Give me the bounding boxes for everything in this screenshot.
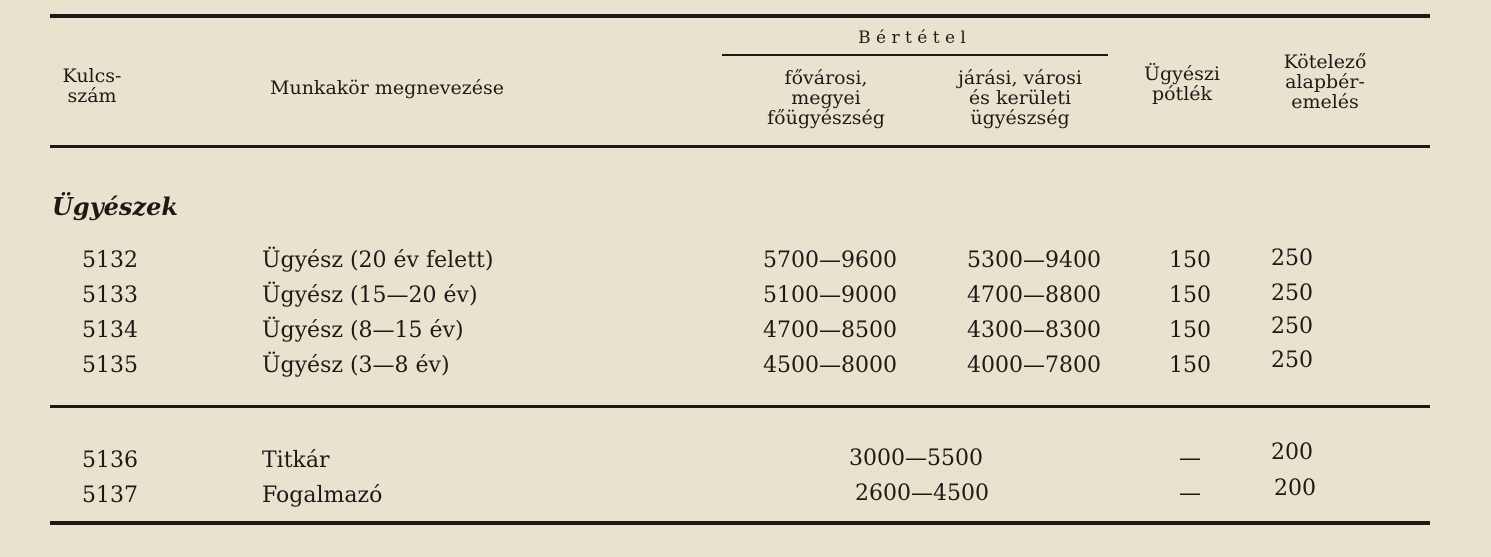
top-rule (50, 14, 1430, 18)
header-position-name: Munkakör megnevezése (270, 77, 504, 99)
header-mandatory-raise: Kötelező alapbér- emelés (1283, 51, 1367, 113)
row-district: 5300—9400 (967, 248, 1101, 273)
row-key: 5134 (82, 318, 138, 343)
row-raise: 250 (1271, 314, 1313, 339)
row-district: 4300—8300 (967, 318, 1101, 343)
row-allowance: 150 (1169, 318, 1211, 343)
row-district: 4000—7800 (967, 353, 1101, 378)
row-capital: 4500—8000 (763, 353, 897, 378)
row-key: 5135 (82, 353, 138, 378)
header-salary-group: B é r t é t e l (858, 28, 966, 48)
bottom-rule (50, 521, 1430, 525)
header-key: Kulcs- szám (62, 65, 122, 107)
row-allowance: 150 (1169, 283, 1211, 308)
row-capital: 5700—9600 (763, 248, 897, 273)
row-name: Ügyész (15—20 év) (262, 283, 478, 308)
row-allowance: 150 (1169, 248, 1211, 273)
row-key: 5136 (82, 448, 138, 473)
row-raise: 250 (1271, 246, 1313, 271)
header-allowance: Ügyészi pótlék (1144, 63, 1220, 105)
row-name: Titkár (262, 448, 330, 473)
row-district: 4700—8800 (967, 283, 1101, 308)
row-name: Ügyész (8—15 év) (262, 318, 464, 343)
row-allowance: — (1179, 481, 1201, 506)
row-name: Fogalmazó (262, 483, 383, 508)
row-raise: 200 (1271, 440, 1313, 465)
row-raise: 250 (1271, 348, 1313, 373)
row-allowance: — (1179, 446, 1201, 471)
row-key: 5137 (82, 483, 138, 508)
row-key: 5133 (82, 283, 138, 308)
row-salary: 3000—5500 (849, 446, 983, 471)
row-raise: 250 (1271, 281, 1313, 306)
section-divider-rule (50, 405, 1430, 408)
section-title: Ügyészek (52, 192, 178, 221)
row-salary: 2600—4500 (855, 481, 989, 506)
row-name: Ügyész (3—8 év) (262, 353, 450, 378)
header-district: járási, városi és kerületi ügyészség (958, 67, 1082, 129)
row-name: Ügyész (20 év felett) (262, 248, 494, 273)
header-capital: fővárosi, megyei főügyészség (767, 67, 885, 129)
row-capital: 4700—8500 (763, 318, 897, 343)
row-raise: 200 (1274, 476, 1316, 501)
header-bottom-rule (50, 145, 1430, 148)
row-allowance: 150 (1169, 353, 1211, 378)
salary-group-rule (722, 54, 1108, 56)
row-capital: 5100—9000 (763, 283, 897, 308)
row-key: 5132 (82, 248, 138, 273)
